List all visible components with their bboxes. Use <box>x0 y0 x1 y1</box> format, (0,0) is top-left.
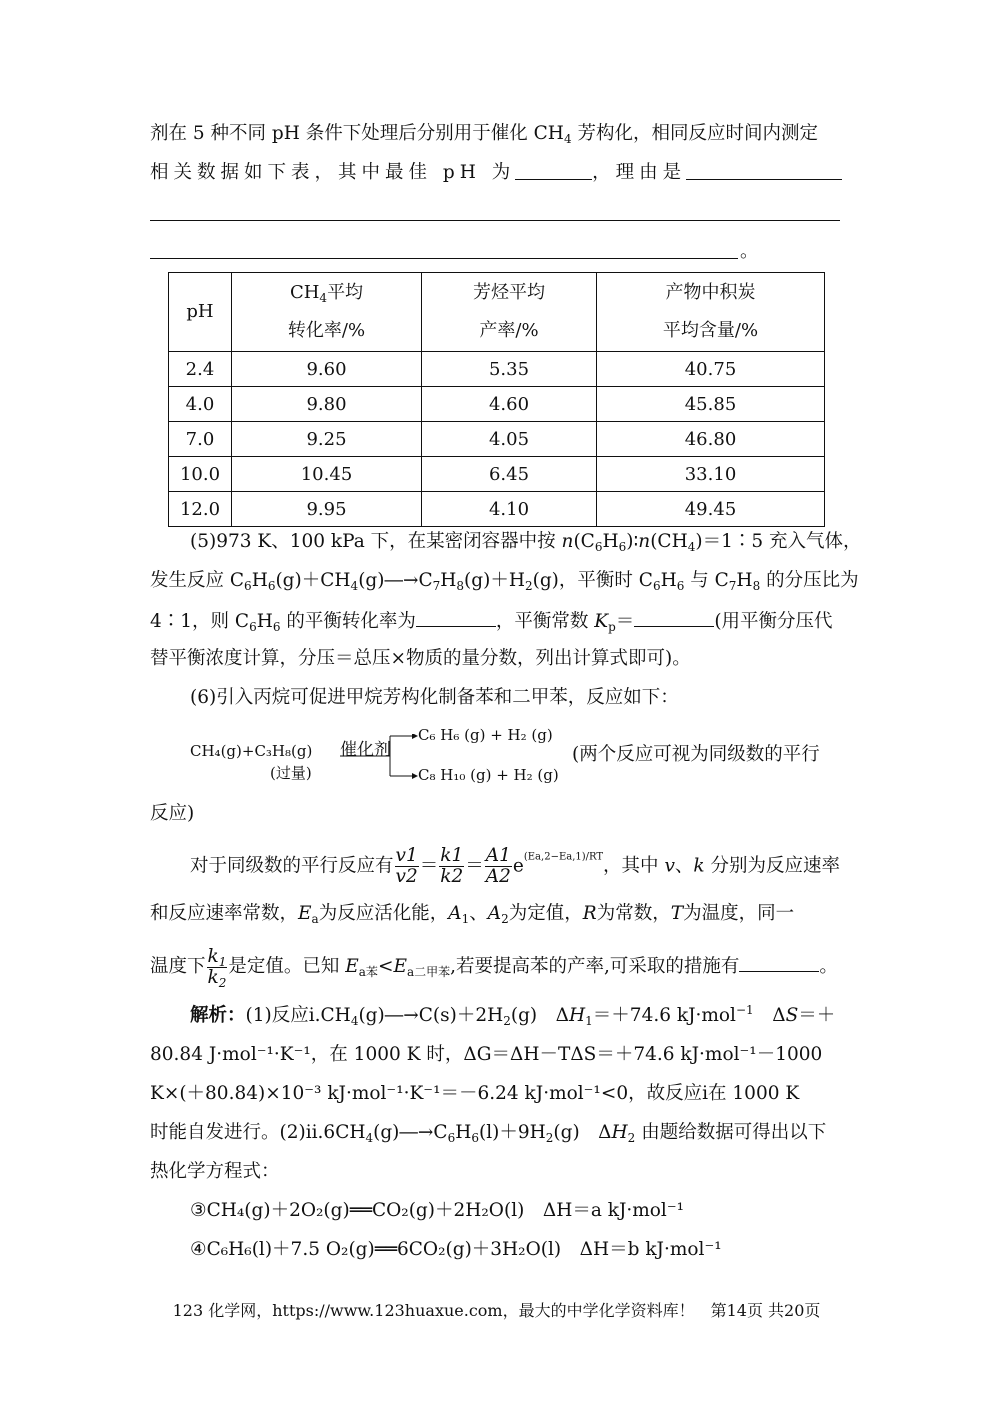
cell-conversion: 9.95 <box>232 492 422 527</box>
fraction-k-ratio: $\frac{k_1}{k_2}$ <box>207 945 227 990</box>
q5-line-4: 替平衡浓度计算，分压＝总压×物质的量分数，列出计算式即可)。 <box>150 648 691 669</box>
q6-paragraph-3: 温度下 $\frac{k_1}{k_2}$ 是定值。已知 $E_{a苯}<E_{a二甲苯}$,若要提高苯的产率,可采取的措施有 。 <box>150 945 838 990</box>
cell-yield: 4.05 <box>422 422 597 457</box>
q6-reaction-note: (两个反应可视为同级数的平行 <box>572 744 820 765</box>
cell-ph: 2.4 <box>169 352 232 387</box>
catalyst-label: 催化剂 <box>340 740 391 760</box>
cell-conversion: 9.80 <box>232 387 422 422</box>
reactants: CH₄(g)+C₃H₈(g) <box>190 742 313 760</box>
q5-line-3: 4∶1，则 $C_6H_6$ 的平衡转化率为 ，平衡常数 $K_p=$ (用平衡分压代 <box>150 608 842 634</box>
fraction-k: $\frac{k1}{k2}$ <box>440 845 464 887</box>
fraction-a: $\frac{A1}{A2}$ <box>485 845 511 887</box>
page-footer: 123 化学网，https://www.123huaxue.com，最大的中学化学资料库！ 第14页 共20页 <box>172 1301 821 1320</box>
table-header-row <box>169 273 825 352</box>
analysis-line-1: 解析：(1)反应$ⅰ.CH_4(g)―\to C(s)+2H_2(g)$ $\Delta H_1=+74.6$ kJ·mol$^{-1}$ ΔS＝＋ <box>190 1003 836 1028</box>
analysis-line-3: K×(＋80.84)×10⁻³ kJ·mol⁻¹·K⁻¹＝－6.24 kJ·mol⁻¹<0，故反应ⅰ在 1000 K <box>150 1083 800 1104</box>
table-row <box>169 352 825 387</box>
cell-ph: 10.0 <box>169 457 232 492</box>
header-coke-content: 产物中积炭 平均含量/% <box>597 273 825 352</box>
answer-blank-conversion <box>416 608 496 627</box>
answer-blank-best-ph <box>515 161 592 180</box>
cell-yield: 4.60 <box>422 387 597 422</box>
fraction-v: $\frac{v1}{v2}$ <box>395 845 418 887</box>
header-ch4-conversion: $CH_4$平均 转化率/% <box>232 273 422 352</box>
answer-blank-kp <box>634 608 714 627</box>
analysis-line-2: 80.84 J·mol⁻¹·K⁻¹，在 1000 K 时，ΔG＝ΔH－TΔS＝＋74.6 kJ·mol⁻¹－1000 <box>150 1044 823 1065</box>
cell-conversion: 9.25 <box>232 422 422 457</box>
intro-line-1: 剂在 5 种不同 pH 条件下处理后分别用于催化 $CH_4$ 芳构化，相同反应时间内测定 <box>150 123 818 146</box>
product-xylene: C₈ H₁₀ (g) + H₂ (g) <box>418 766 559 784</box>
q6-paragraph-2: 和反应速率常数，$E_a$为反应活化能，$A_1$、$A_2$为定值，R为常数，T为温度，同一 <box>150 903 795 926</box>
answer-rule-2 <box>150 258 738 259</box>
q6-line-1: (6)引入丙烷可促进甲烷芳构化制备苯和二甲苯，反应如下： <box>190 687 679 708</box>
q6-paragraph-1: 对于同级数的平行反应有 $\frac{v1}{v2}$ ＝ $\frac{k1}{k2}$ ＝ $\frac{A1}{A2}$ $e^{(Ea,2-Ea,1)/RT}$，其中 v、k 分别为反应速率 <box>190 845 841 887</box>
analysis-line-5: 热化学方程式： <box>150 1161 280 1182</box>
cell-coke: 46.80 <box>597 422 825 457</box>
cell-ph: 7.0 <box>169 422 232 457</box>
cell-yield: 4.10 <box>422 492 597 527</box>
cell-conversion: 9.60 <box>232 352 422 387</box>
cell-yield: 6.45 <box>422 457 597 492</box>
excess-label: (过量) <box>270 764 312 782</box>
q5-line-2: 发生反应 $C_6H_6(g)+CH_4(g)―\to C_7H_8(g)+H_2(g)$，平衡时 $C_6H_6$ 与 $C_7H_8$ 的分压比为 <box>150 570 859 593</box>
header-ph: pH <box>169 273 232 352</box>
answer-rule-1 <box>150 220 840 221</box>
cell-ph: 12.0 <box>169 492 232 527</box>
intro-line-2: 相关数据如下表，其中最佳 pH 为 ，理由是 <box>150 161 842 185</box>
parallel-reaction-equation <box>190 724 590 784</box>
table-row <box>169 457 825 492</box>
product-benzene: C₆ H₆ (g) + H₂ (g) <box>418 726 553 744</box>
answer-blank-measure <box>739 953 819 972</box>
ph-data-table <box>168 272 825 527</box>
equation-3: ③CH₄(g)＋2O₂(g)══CO₂(g)＋2H₂O(l) ΔH＝a kJ·mol⁻¹ <box>190 1200 685 1221</box>
cell-ph: 4.0 <box>169 387 232 422</box>
table-row <box>169 422 825 457</box>
equation-4: ④C₆H₆(l)＋7.5 O₂(g)══6CO₂(g)＋3H₂O(l) ΔH＝b kJ·mol⁻¹ <box>190 1239 722 1260</box>
header-aromatic-yield: 芳烃平均 产率/% <box>422 273 597 352</box>
table-row <box>169 387 825 422</box>
cell-coke: 40.75 <box>597 352 825 387</box>
analysis-line-4: 时能自发进行。$(2)ⅱ.6CH_4(g)―\to C_6H_6(l)+9H_2(g)$ $\Delta H_2$ 由题给数据可得出以下 <box>150 1122 827 1145</box>
cell-coke: 49.45 <box>597 492 825 527</box>
cell-coke: 45.85 <box>597 387 825 422</box>
q5-line-1: (5)973 K、100 kPa 下，在某密闭容器中按 $n(C_6H_6)∶n(CH_4)=1∶5$ 充入气体， <box>190 531 862 554</box>
table-row <box>169 492 825 527</box>
cell-coke: 33.10 <box>597 457 825 492</box>
branch-arrow-icon <box>340 734 420 780</box>
cell-conversion: 10.45 <box>232 457 422 492</box>
intro-line-end: 。 <box>740 241 759 262</box>
q6-line-after: 反应) <box>150 803 195 824</box>
answer-blank-reason <box>686 161 842 180</box>
cell-yield: 5.35 <box>422 352 597 387</box>
